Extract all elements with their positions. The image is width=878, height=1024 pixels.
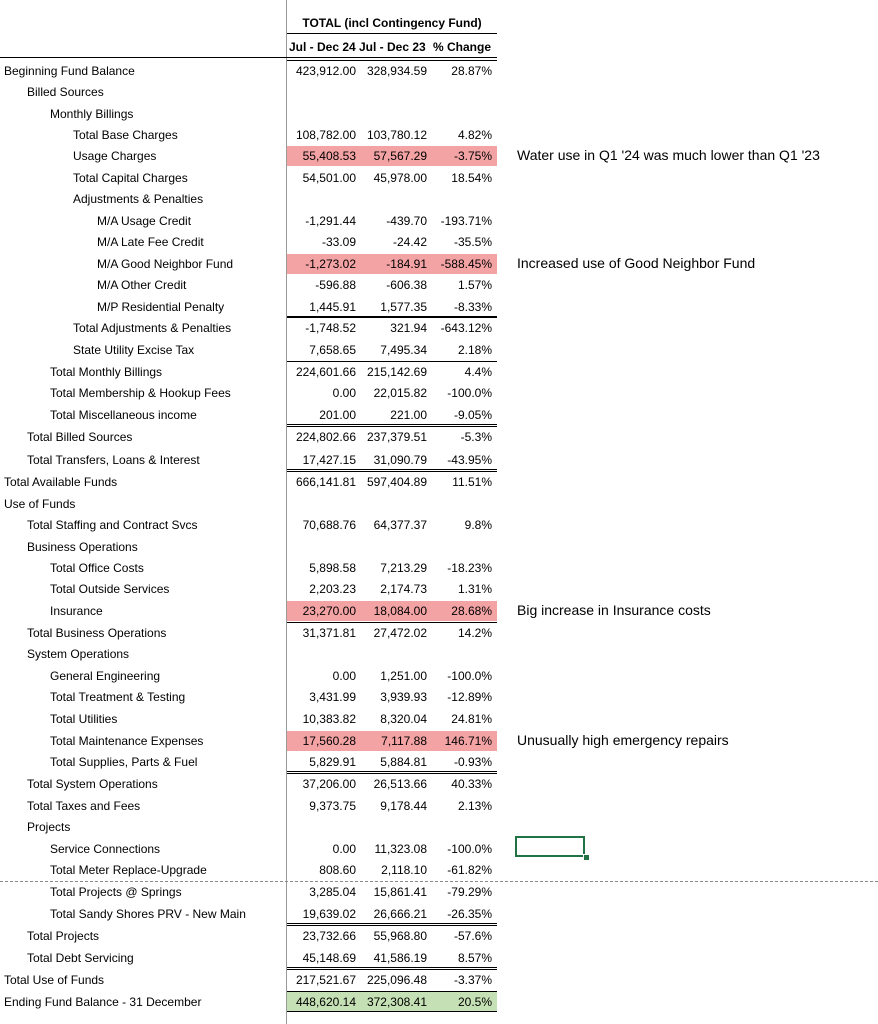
- cell-pct-change[interactable]: -5.3%: [460, 430, 492, 444]
- row-label[interactable]: Total Treatment & Testing: [50, 690, 186, 704]
- cell-jul-dec-24[interactable]: 54,501.00: [302, 171, 356, 185]
- table-row: [0, 969, 878, 990]
- cell-jul-dec-23[interactable]: -184.91: [386, 257, 427, 271]
- cell-jul-dec-24[interactable]: 108,782.00: [295, 128, 356, 142]
- cell-border-top: [287, 471, 497, 472]
- header-rule: [0, 57, 497, 58]
- row-label[interactable]: Total Available Funds: [4, 475, 118, 489]
- table-row: [0, 274, 878, 295]
- cell-border-top: [287, 361, 497, 362]
- row-label[interactable]: Total Base Charges: [73, 128, 178, 142]
- cell-jul-dec-23[interactable]: 55,968.80: [373, 929, 427, 943]
- comment-note[interactable]: Big increase in Insurance costs: [517, 602, 711, 618]
- cell-jul-dec-24[interactable]: 31,371.81: [302, 626, 356, 640]
- cell-pct-change[interactable]: 4.82%: [457, 128, 492, 142]
- cell-pct-change[interactable]: -193.71%: [440, 214, 492, 228]
- cell-pct-change[interactable]: -12.89%: [447, 690, 492, 704]
- cell-jul-dec-24[interactable]: -33.09: [321, 235, 356, 249]
- column-header-pct-change[interactable]: % Change: [433, 40, 492, 54]
- cell-jul-dec-24[interactable]: -1,273.02: [305, 257, 356, 271]
- cell-pct-change[interactable]: -9.05%: [453, 408, 492, 422]
- cell-jul-dec-24[interactable]: -1,291.44: [305, 214, 356, 228]
- row-label[interactable]: Total Business Operations: [27, 626, 167, 640]
- cell-jul-dec-24[interactable]: 1,445.91: [309, 300, 356, 314]
- cell-jul-dec-23[interactable]: 26,513.66: [373, 777, 427, 791]
- cell-pct-change[interactable]: -26.35%: [447, 907, 492, 921]
- table-row: [0, 167, 878, 188]
- table-row: [0, 404, 878, 425]
- cell-jul-dec-24[interactable]: 23,732.66: [302, 929, 356, 943]
- cell-pct-change[interactable]: -3.37%: [453, 973, 492, 987]
- cell-pct-change[interactable]: 1.57%: [457, 278, 492, 292]
- table-row: [0, 317, 878, 338]
- cell-pct-change[interactable]: 20.5%: [457, 995, 492, 1009]
- row-label[interactable]: Total Use of Funds: [4, 973, 105, 987]
- column-header-jul-dec-24[interactable]: Jul - Dec 24: [289, 40, 356, 54]
- row-label[interactable]: Total Transfers, Loans & Interest: [27, 453, 200, 467]
- row-label[interactable]: Total Capital Charges: [73, 171, 188, 185]
- cell-border-bottom: [287, 469, 497, 470]
- cell-jul-dec-23[interactable]: 57,567.29: [373, 149, 427, 163]
- cell-border-bottom: [287, 923, 497, 924]
- cell-jul-dec-24[interactable]: 2,203.23: [309, 582, 356, 596]
- comment-note[interactable]: Water use in Q1 '24 was much lower than Q1 '23: [517, 147, 820, 163]
- cell-jul-dec-23[interactable]: -24.42: [392, 235, 427, 249]
- cell-highlight: [287, 189, 497, 209]
- cell-border-top: [287, 317, 497, 318]
- row-label[interactable]: Total Billed Sources: [27, 430, 133, 444]
- cell-pct-change[interactable]: 4.4%: [464, 365, 492, 379]
- cell-jul-dec-24[interactable]: 37,206.00: [302, 777, 356, 791]
- cell-jul-dec-24[interactable]: 9,373.75: [309, 799, 356, 813]
- cell-jul-dec-24[interactable]: 0.00: [332, 669, 356, 683]
- cell-jul-dec-23[interactable]: 221.00: [390, 408, 427, 422]
- cell-highlight: [287, 82, 497, 102]
- double-underline: [287, 1011, 497, 1012]
- table-row: [0, 361, 878, 382]
- row-label[interactable]: Projects: [27, 820, 71, 834]
- cell-jul-dec-23[interactable]: 11,323.08: [374, 842, 427, 856]
- cell-jul-dec-23[interactable]: 41,586.19: [373, 951, 427, 965]
- cell-jul-dec-23[interactable]: 237,379.51: [366, 430, 427, 444]
- row-label[interactable]: Total Maintenance Expenses: [50, 734, 204, 748]
- cell-jul-dec-24[interactable]: 3,431.99: [309, 690, 356, 704]
- cell-pct-change[interactable]: -3.75%: [453, 149, 492, 163]
- cell-jul-dec-24[interactable]: 19,639.02: [302, 907, 356, 921]
- cell-border-top: [287, 991, 497, 992]
- cell-pct-change[interactable]: 18.54%: [451, 171, 492, 185]
- column-header-jul-dec-23[interactable]: Jul - Dec 23: [359, 40, 426, 54]
- cell-jul-dec-23[interactable]: 1,251.00: [380, 669, 427, 683]
- row-label[interactable]: Total Projects @ Springs: [50, 885, 182, 899]
- row-label[interactable]: General Engineering: [50, 669, 161, 683]
- cell-jul-dec-23[interactable]: 103,780.12: [366, 128, 427, 142]
- cell-jul-dec-23[interactable]: 26,666.21: [373, 907, 427, 921]
- fill-handle[interactable]: [583, 854, 590, 861]
- cell-pct-change[interactable]: 9.8%: [464, 518, 492, 532]
- table-row: [0, 578, 878, 599]
- table-row: [0, 382, 878, 403]
- comment-note[interactable]: Increased use of Good Neighbor Fund: [517, 255, 756, 271]
- table-row: [0, 493, 878, 514]
- table-row: [0, 991, 878, 1012]
- cell-highlight: [287, 494, 497, 514]
- row-label[interactable]: Business Operations: [27, 540, 138, 554]
- cell-pct-change[interactable]: -79.29%: [447, 885, 492, 899]
- cell-jul-dec-24[interactable]: 45,148.69: [302, 951, 356, 965]
- cell-pct-change[interactable]: -100.0%: [447, 386, 492, 400]
- table-row: [0, 103, 878, 124]
- row-label[interactable]: Service Connections: [50, 842, 161, 856]
- cell-jul-dec-24[interactable]: 0.00: [332, 386, 356, 400]
- table-row: [0, 773, 878, 794]
- cell-jul-dec-24[interactable]: 224,802.66: [295, 430, 356, 444]
- table-row: [0, 557, 878, 578]
- row-label[interactable]: M/A Late Fee Credit: [97, 235, 204, 249]
- row-label[interactable]: Total Debt Servicing: [27, 951, 134, 965]
- cell-pct-change[interactable]: -643.12%: [440, 321, 492, 335]
- cell-jul-dec-23[interactable]: 7,495.34: [380, 343, 427, 357]
- row-label[interactable]: Total Utilities: [50, 712, 118, 726]
- cell-pct-change[interactable]: -61.82%: [447, 863, 492, 877]
- cell-jul-dec-24[interactable]: 201.00: [319, 408, 356, 422]
- cell-border-top: [287, 622, 497, 623]
- table-row: [0, 253, 878, 274]
- row-label[interactable]: M/A Good Neighbor Fund: [97, 257, 234, 271]
- cell-pct-change[interactable]: 11.51%: [452, 475, 492, 489]
- cell-jul-dec-23[interactable]: 7,117.88: [381, 734, 427, 748]
- cell-jul-dec-23[interactable]: 225,096.48: [366, 973, 427, 987]
- cell-border-bottom: [287, 424, 497, 425]
- cell-pct-change[interactable]: -57.6%: [453, 929, 492, 943]
- row-label[interactable]: Billed Sources: [27, 85, 104, 99]
- cell-jul-dec-23[interactable]: 2,118.10: [381, 863, 427, 877]
- row-label[interactable]: System Operations: [27, 647, 130, 661]
- table-row: [0, 231, 878, 252]
- cell-jul-dec-24[interactable]: 17,560.28: [302, 734, 356, 748]
- cell-jul-dec-23[interactable]: 18,084.00: [373, 604, 427, 618]
- cell-jul-dec-24[interactable]: 0.00: [332, 842, 356, 856]
- row-label[interactable]: Total Miscellaneous income: [50, 408, 197, 422]
- cell-jul-dec-23[interactable]: 215,142.69: [366, 365, 427, 379]
- row-label[interactable]: Total Meter Replace-Upgrade: [50, 863, 207, 877]
- row-label[interactable]: Total Office Costs: [50, 561, 144, 575]
- table-row: [0, 925, 878, 946]
- cell-pct-change[interactable]: 2.13%: [457, 799, 492, 813]
- cell-jul-dec-24[interactable]: 7,658.65: [309, 343, 356, 357]
- cell-pct-change[interactable]: 24.81%: [451, 712, 492, 726]
- cell-jul-dec-23[interactable]: -439.70: [386, 214, 427, 228]
- cell-jul-dec-24[interactable]: 17,427.15: [302, 453, 356, 467]
- cell-pct-change[interactable]: -8.33%: [453, 300, 492, 314]
- table-title[interactable]: TOTAL (incl Contingency Fund): [302, 16, 482, 30]
- row-label[interactable]: Total Projects: [27, 929, 100, 943]
- cell-jul-dec-24[interactable]: 808.60: [319, 863, 356, 877]
- cell-pct-change[interactable]: 146.71%: [444, 734, 492, 748]
- cell-pct-change[interactable]: -100.0%: [447, 669, 492, 683]
- cell-jul-dec-23[interactable]: 372,308.41: [366, 995, 427, 1009]
- cell-border-bottom: [287, 771, 497, 772]
- table-row: [0, 210, 878, 231]
- row-label[interactable]: Total Monthly Billings: [50, 365, 163, 379]
- cell-pct-change[interactable]: -18.23%: [447, 561, 492, 575]
- cell-jul-dec-23[interactable]: 7,213.29: [380, 561, 427, 575]
- table-row: [0, 471, 878, 492]
- row-label[interactable]: Total Outside Services: [50, 582, 170, 596]
- cell-pct-change[interactable]: 28.87%: [451, 64, 492, 78]
- table-row: [0, 188, 878, 209]
- cell-jul-dec-23[interactable]: -606.38: [386, 278, 427, 292]
- cell-highlight: [287, 104, 497, 124]
- row-label[interactable]: Total Sandy Shores PRV - New Main: [50, 907, 246, 921]
- table-row: [0, 339, 878, 360]
- row-label[interactable]: State Utility Excise Tax: [73, 343, 195, 357]
- cell-jul-dec-24[interactable]: 448,620.14: [295, 995, 356, 1009]
- row-label[interactable]: M/P Residential Penalty: [97, 300, 225, 314]
- cell-jul-dec-24[interactable]: 666,141.81: [295, 475, 356, 489]
- table-row: [0, 145, 878, 166]
- cell-jul-dec-24[interactable]: 217,521.67: [295, 973, 356, 987]
- cell-border-top: [287, 969, 497, 970]
- table-row: [0, 686, 878, 707]
- table-row: [0, 60, 878, 81]
- table-row: [0, 600, 878, 621]
- cell-pct-change[interactable]: -588.45%: [440, 257, 492, 271]
- table-row: [0, 124, 878, 145]
- column-headers: [287, 34, 497, 56]
- cell-pct-change[interactable]: 1.31%: [457, 582, 492, 596]
- row-label[interactable]: Use of Funds: [4, 497, 76, 511]
- cell-jul-dec-23[interactable]: 9,178.44: [380, 799, 427, 813]
- cell-jul-dec-23[interactable]: 1,577.35: [380, 300, 427, 314]
- page-break-line: [0, 881, 878, 882]
- cell-jul-dec-24[interactable]: -596.88: [315, 278, 356, 292]
- cell-pct-change[interactable]: 14.2%: [457, 626, 492, 640]
- cell-pct-change[interactable]: 8.57%: [457, 951, 492, 965]
- cell-pct-change[interactable]: -100.0%: [447, 842, 492, 856]
- table-row: [0, 665, 878, 686]
- cell-pct-change[interactable]: -0.93%: [453, 755, 492, 769]
- table-row: [0, 881, 878, 902]
- table-row: [0, 751, 878, 772]
- cell-jul-dec-23[interactable]: 597,404.89: [366, 475, 427, 489]
- cell-highlight: [287, 537, 497, 557]
- cell-jul-dec-24[interactable]: -1,748.52: [305, 321, 356, 335]
- cell-pct-change[interactable]: 40.33%: [451, 777, 492, 791]
- selected-cell[interactable]: [515, 836, 585, 857]
- comment-note[interactable]: Unusually high emergency repairs: [517, 732, 729, 748]
- cell-jul-dec-24[interactable]: 224,601.66: [295, 365, 356, 379]
- cell-jul-dec-24[interactable]: 5,898.58: [309, 561, 356, 575]
- table-row: [0, 643, 878, 664]
- cell-jul-dec-24[interactable]: 23,270.00: [302, 604, 356, 618]
- row-label[interactable]: M/A Usage Credit: [97, 214, 192, 228]
- cell-jul-dec-23[interactable]: 321.94: [390, 321, 427, 335]
- table-row: [0, 296, 878, 317]
- cell-border-top: [287, 773, 497, 774]
- cell-jul-dec-24[interactable]: 423,912.00: [295, 64, 356, 78]
- table-row: [0, 426, 878, 447]
- cell-pct-change[interactable]: -35.5%: [453, 235, 492, 249]
- row-label[interactable]: Adjustments & Penalties: [73, 192, 204, 206]
- row-label[interactable]: Total Taxes and Fees: [27, 799, 141, 813]
- row-label[interactable]: Total Supplies, Parts & Fuel: [50, 755, 198, 769]
- cell-jul-dec-24[interactable]: 3,285.04: [309, 885, 356, 899]
- cell-highlight: [287, 817, 497, 837]
- cell-jul-dec-23[interactable]: 3,939.93: [380, 690, 427, 704]
- table-row: [0, 730, 878, 751]
- row-label[interactable]: Usage Charges: [73, 149, 157, 163]
- cell-pct-change[interactable]: 28.68%: [451, 604, 492, 618]
- cell-border-top: [287, 925, 497, 926]
- row-label[interactable]: Total Staffing and Contract Svcs: [27, 518, 198, 532]
- row-label[interactable]: M/A Other Credit: [97, 278, 187, 292]
- cell-jul-dec-23[interactable]: 31,090.79: [373, 453, 427, 467]
- cell-border-bottom: [287, 967, 497, 968]
- table-row: [0, 514, 878, 535]
- cell-jul-dec-23[interactable]: 5,884.81: [380, 755, 427, 769]
- cell-border-top: [287, 426, 497, 427]
- cell-jul-dec-24[interactable]: 70,688.76: [302, 518, 356, 532]
- row-label[interactable]: Ending Fund Balance - 31 December: [4, 995, 202, 1009]
- cell-jul-dec-23[interactable]: 45,978.00: [373, 171, 427, 185]
- cell-jul-dec-24[interactable]: 5,829.91: [309, 755, 356, 769]
- cell-pct-change[interactable]: -43.95%: [447, 453, 492, 467]
- cell-jul-dec-23[interactable]: 8,320.04: [380, 712, 427, 726]
- row-label[interactable]: Insurance: [50, 604, 103, 618]
- row-label[interactable]: Total Membership & Hookup Fees: [50, 386, 231, 400]
- row-label[interactable]: Total System Operations: [27, 777, 158, 791]
- cell-highlight: [287, 644, 497, 664]
- table-row: [0, 903, 878, 924]
- row-label[interactable]: Total Adjustments & Penalties: [73, 321, 232, 335]
- table-row: [0, 81, 878, 102]
- cell-jul-dec-24[interactable]: 55,408.53: [302, 149, 356, 163]
- table-row: [0, 449, 878, 470]
- table-row: [0, 859, 878, 880]
- cell-jul-dec-23[interactable]: 27,472.02: [373, 626, 427, 640]
- table-row: [0, 947, 878, 968]
- table-row: [0, 816, 878, 837]
- cell-jul-dec-23[interactable]: 2,174.73: [380, 582, 427, 596]
- row-label[interactable]: Beginning Fund Balance: [4, 64, 135, 78]
- cell-jul-dec-24[interactable]: 10,383.82: [302, 712, 356, 726]
- row-label[interactable]: Monthly Billings: [50, 107, 134, 121]
- cell-jul-dec-23[interactable]: 328,934.59: [366, 64, 427, 78]
- table-row: [0, 838, 878, 859]
- table-row: [0, 708, 878, 729]
- cell-pct-change[interactable]: 2.18%: [457, 343, 492, 357]
- cell-jul-dec-23[interactable]: 15,861.41: [373, 885, 427, 899]
- table-row: [0, 536, 878, 557]
- table-row: [0, 622, 878, 643]
- cell-jul-dec-23[interactable]: 22,015.82: [373, 386, 427, 400]
- cell-jul-dec-23[interactable]: 64,377.37: [373, 518, 427, 532]
- table-row: [0, 795, 878, 816]
